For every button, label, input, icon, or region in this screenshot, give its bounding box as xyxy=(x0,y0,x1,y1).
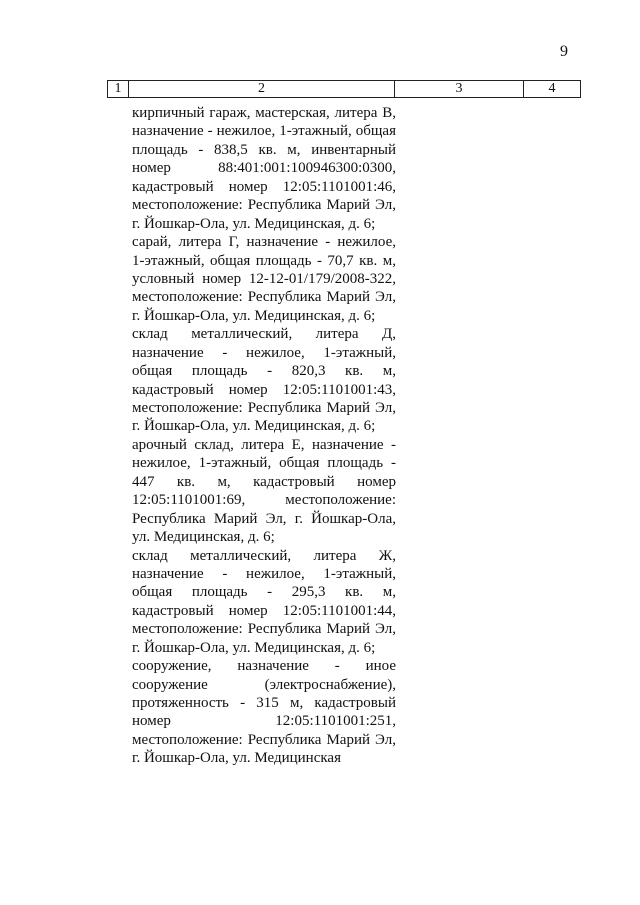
text-line: склад металлический, литера Д, xyxy=(132,326,396,343)
text-line: 1-этажный, общая площадь - 70,7 кв. м, xyxy=(132,252,396,269)
text-line: условный номер 12-12-01/179/2008-322, xyxy=(132,270,396,287)
text-line: нежилое, 1-этажный, общая площадь - xyxy=(132,455,396,472)
text-line: местоположение: Республика Марий Эл, xyxy=(132,621,396,638)
text-line: кирпичный гараж, мастерская, литера В, xyxy=(132,105,396,121)
column-number-2: 2 xyxy=(129,81,395,98)
text-line: арочный склад, литера Е, назначение - xyxy=(132,436,396,453)
text-line: местоположение: Республика Марий Эл, xyxy=(132,731,396,748)
text-line: г. Йошкар-Ола, ул. Медицинская, д. 6; xyxy=(132,639,376,656)
text-line: общая площадь - 820,3 кв. м, xyxy=(132,363,396,380)
text-line: назначение - нежилое, 1-этажный, xyxy=(132,565,396,582)
text-line: 447 кв. м, кадастровый номер xyxy=(132,473,396,490)
property-list-text xyxy=(132,104,396,768)
page-number: 9 xyxy=(560,43,568,60)
column-number-1: 1 xyxy=(108,81,129,98)
text-line: склад металлический, литера Ж, xyxy=(132,547,396,564)
text-line: г. Йошкар-Ола, ул. Медицинская, д. 6; xyxy=(132,215,376,232)
text-line: площадь - 838,5 кв. м, инвентарный xyxy=(132,141,396,158)
text-line: сооружение, назначение - иное xyxy=(132,658,396,675)
text-line: местоположение: Республика Марий Эл, xyxy=(132,289,396,306)
column-number-3: 3 xyxy=(395,81,524,98)
text-line: сарай, литера Г, назначение - нежилое, xyxy=(132,234,396,251)
text-line: г. Йошкар-Ола, ул. Медицинская, д. 6; xyxy=(132,307,376,324)
text-line: назначение - нежилое, 1-этажный, общая xyxy=(132,123,396,140)
text-line: номер 88:401:001:100946300:0300, xyxy=(132,160,396,177)
header-row xyxy=(108,81,581,98)
text-line: номер 12:05:1101001:251, xyxy=(132,713,396,730)
text-line: назначение - нежилое, 1-этажный, xyxy=(132,344,396,361)
column-number-header-table xyxy=(107,80,581,98)
text-line: кадастровый номер 12:05:1101001:46, xyxy=(132,178,396,195)
text-line: протяженность - 315 м, кадастровый xyxy=(132,695,396,711)
text-line: Республика Марий Эл, г. Йошкар-Ола, xyxy=(132,510,396,527)
column-number-4: 4 xyxy=(524,81,581,98)
text-line: местоположение: Республика Марий Эл, xyxy=(132,400,396,416)
text-line: ул. Медицинская, д. 6; xyxy=(132,529,275,546)
text-line: местоположение: Республика Марий Эл, xyxy=(132,197,396,214)
text-line: кадастровый номер 12:05:1101001:43, xyxy=(132,381,396,398)
text-line: г. Йошкар-Ола, ул. Медицинская, д. 6; xyxy=(132,418,376,435)
text-line: 12:05:1101001:69, местоположение: xyxy=(132,492,396,509)
text-line: кадастровый номер 12:05:1101001:44, xyxy=(132,602,396,619)
text-line: г. Йошкар-Ола, ул. Медицинская xyxy=(132,750,341,767)
text-line: сооружение (электроснабжение), xyxy=(132,676,396,693)
text-line: общая площадь - 295,3 кв. м, xyxy=(132,584,396,601)
